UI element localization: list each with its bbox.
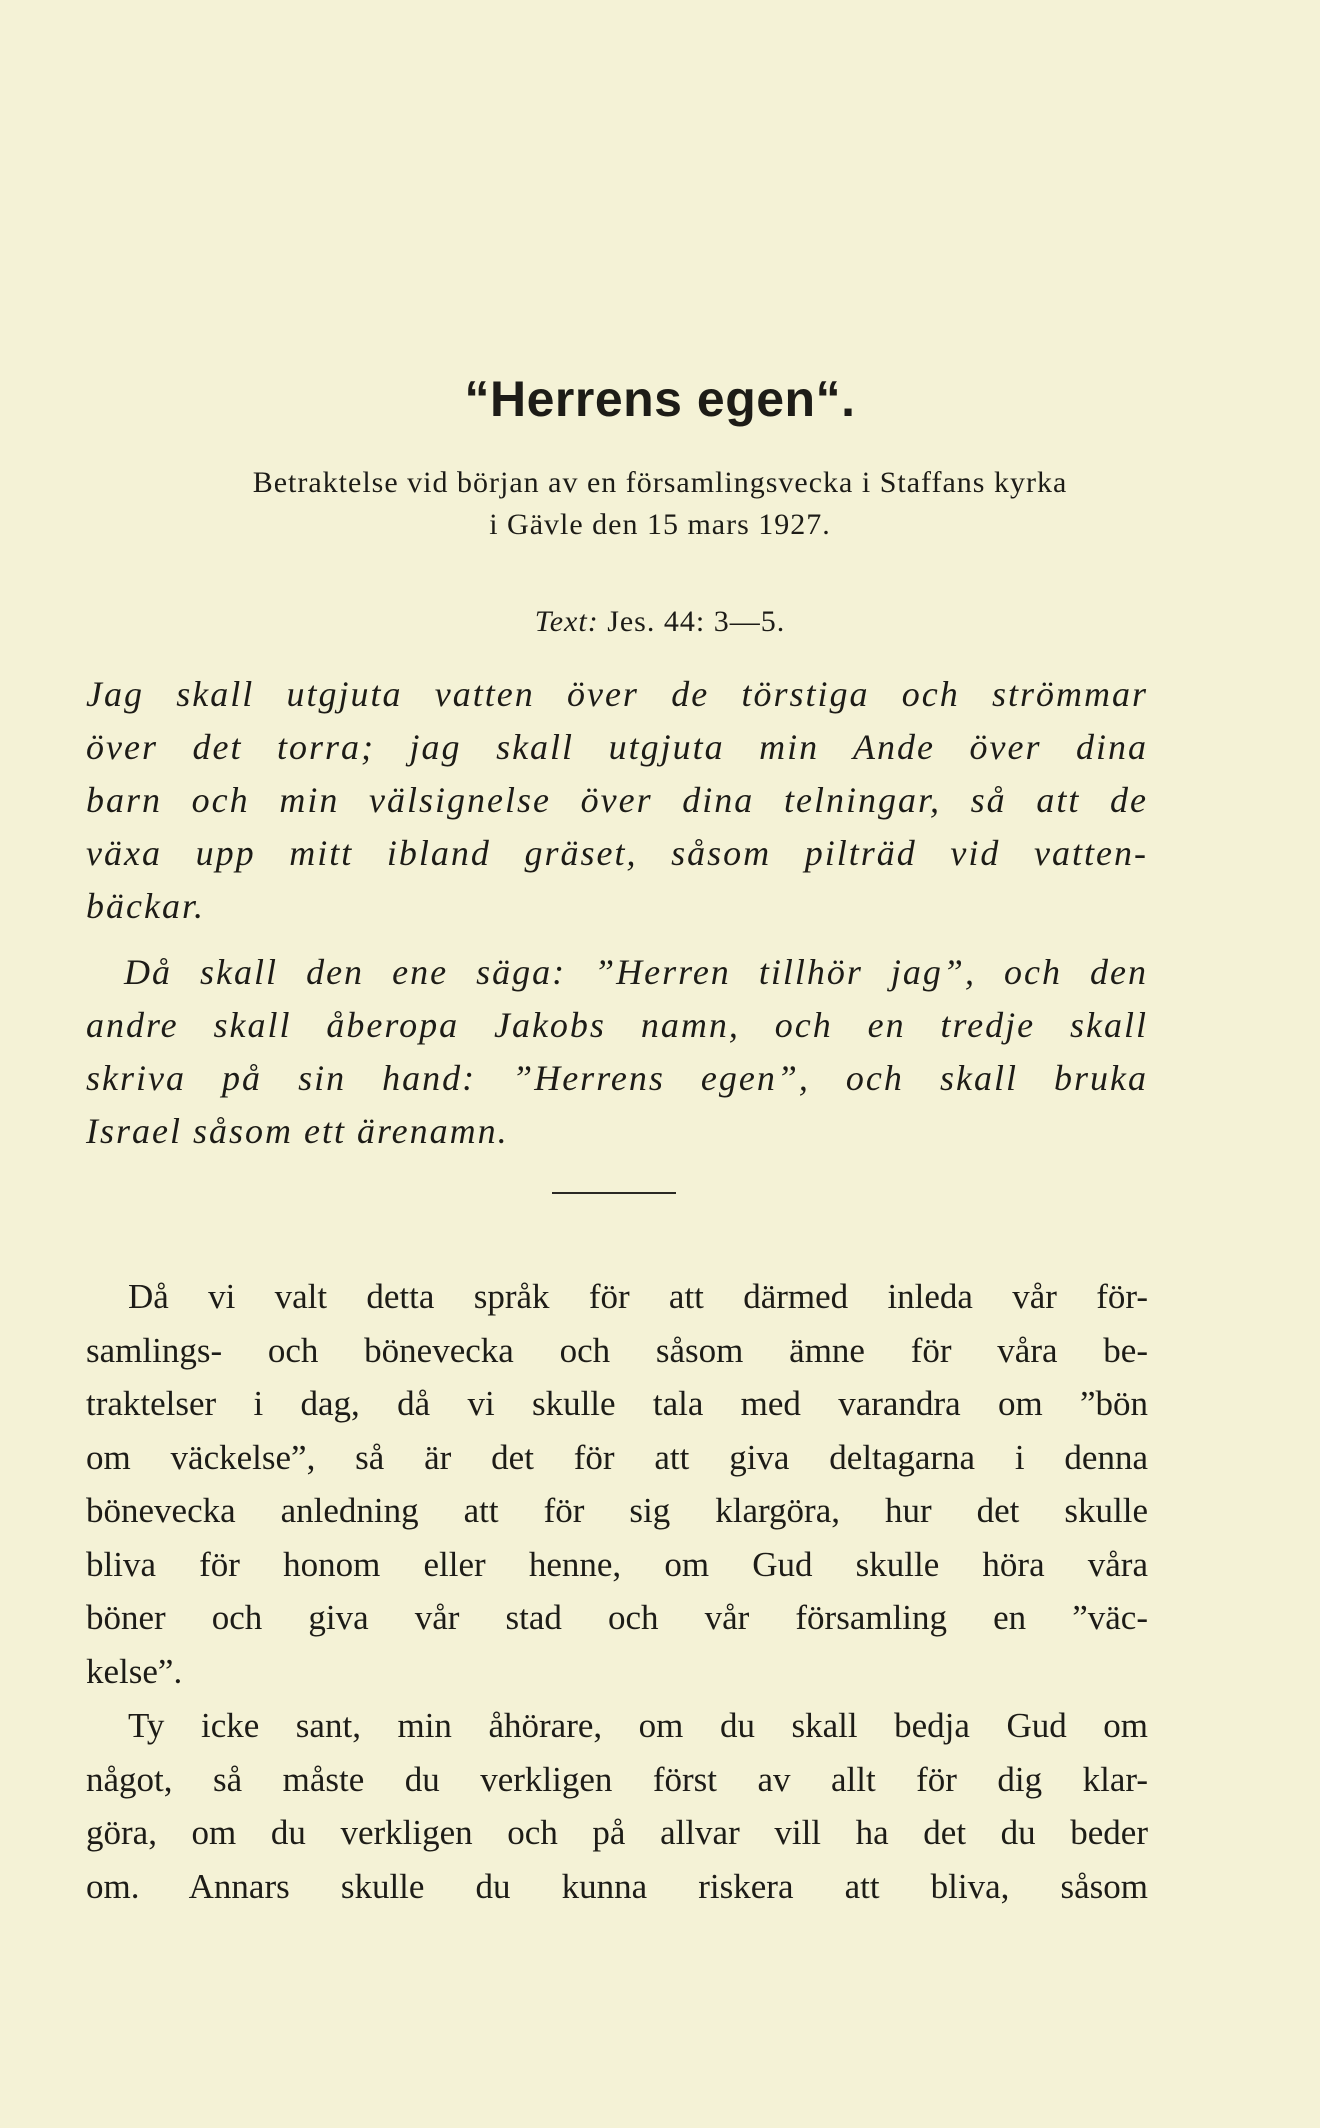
- body-line: bönevecka anledning att för sig klargöra, hur det skulle: [86, 1491, 1148, 1530]
- body-line: Då vi valt detta språk för att därmed inleda vår för-: [128, 1277, 1148, 1316]
- verse-line: växa upp mitt ibland gräset, såsom pilträd vid vatten-: [86, 833, 1148, 873]
- body-line: kelse”.: [86, 1651, 183, 1691]
- verse-paragraph: [86, 668, 1148, 933]
- body-paragraph: [86, 1270, 1148, 1698]
- verse-line: andre skall åberopa Jakobs namn, och en tredje skall: [86, 1005, 1148, 1045]
- body-line: göra, om du verkligen och på allvar vill ha det du beder: [86, 1813, 1148, 1852]
- verse-line: Då skall den ene säga: ”Herren tillhör jag”, och den: [124, 952, 1148, 992]
- body-line: bliva för honom eller henne, om Gud skulle höra våra: [86, 1544, 1148, 1584]
- verse-line: barn och min välsignelse över dina telningar, så att de: [86, 780, 1148, 820]
- verse-paragraph: [86, 946, 1148, 1158]
- subtitle: [0, 462, 1320, 546]
- body-line: Ty icke sant, min åhörare, om du skall bedja Gud om: [128, 1706, 1148, 1745]
- body-line: traktelser i dag, då vi skulle tala med varandra om ”bön: [86, 1384, 1148, 1423]
- body-line: om väckelse”, så är det för att giva deltagarna i denna: [86, 1437, 1148, 1477]
- scripture-reference-label: Text:: [534, 605, 599, 638]
- subtitle-line: Betraktelse vid början av en församlingsvecka i Staffans kyrka: [252, 466, 1068, 499]
- verse-line: bäckar.: [86, 886, 205, 926]
- verse-line: Jag skall utgjuta vatten över de törstiga och strömmar: [86, 674, 1148, 714]
- verse-line: skriva på sin hand: ”Herrens egen”, och skall bruka: [86, 1058, 1148, 1098]
- scripture-reference-value: Jes. 44: 3—5.: [607, 605, 786, 638]
- verse-line: över det torra; jag skall utgjuta min Ande över dina: [86, 727, 1148, 767]
- body-paragraph: [86, 1699, 1148, 1913]
- body-line: något, så måste du verkligen först av allt för dig klar-: [86, 1759, 1148, 1799]
- scripture-reference: [0, 605, 1320, 639]
- page-title: “Herrens egen“.: [464, 371, 856, 427]
- body-line: om. Annars skulle du kunna riskera att bliva, såsom: [86, 1866, 1148, 1906]
- body-line: samlings- och bönevecka och såsom ämne för våra be-: [86, 1330, 1148, 1370]
- section-divider: [552, 1192, 676, 1194]
- subtitle-line: i Gävle den 15 mars 1927.: [489, 508, 831, 541]
- body-line: böner och giva vår stad och vår församling en ”väc-: [86, 1598, 1148, 1637]
- verse-line: Israel såsom ett ärenamn.: [86, 1111, 509, 1151]
